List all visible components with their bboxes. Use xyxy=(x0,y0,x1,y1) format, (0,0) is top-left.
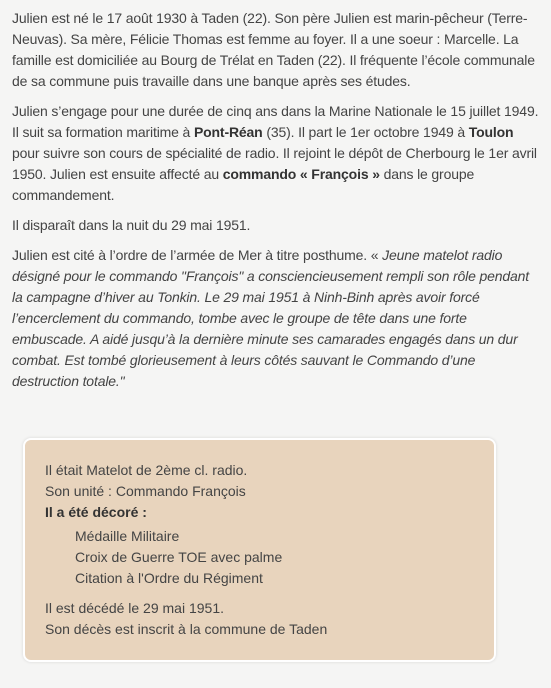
bio-p4-text-a: Julien est cité à l’ordre de l’armée de Mer à titre posthume. « xyxy=(12,247,383,263)
summary-unit: Son unité : Commando François xyxy=(45,483,246,499)
bio-p2-text-g: dans le groupe commandement. xyxy=(12,166,475,203)
bio-p2-place-toulon: Toulon xyxy=(468,124,514,140)
bio-p2-unit: commando « François » xyxy=(222,166,380,182)
bio-p2-text-a: Julien s’engage pour une durée de cinq ans dans la Marine Nationale le 15 juillet 1949. Il suit sa formation maritime à xyxy=(12,103,539,140)
citation-quote: Jeune matelot radio désigné pour le commando "François" a consciencieusement rempli son rôle pendant la campagne d’hiver au Tonkin. Le 29 mai 1951 à Ninh-Binh après avoir forcé l’encerclement du commando, tombe avec le groupe de tête dans une forte embuscade. A aidé jusqu’à la dernière minute ses camarades engagés dans un dur combat. Est tombé glorieusement à leurs côtés sauvant le Commando d’une destruction totale." xyxy=(12,247,530,389)
bio-p2-text-e: pour suivre son cours de spécialité de radio. Il rejoint le dépôt de Cherbourg le 1er avril 1950. Julien est ensuite affecté au xyxy=(12,145,537,182)
bio-paragraph-2 xyxy=(12,101,539,206)
decoration-item: Croix de Guerre TOE avec palme xyxy=(75,549,283,565)
bio-paragraph-1: Julien est né le 17 août 1930 à Taden (22). Son père Julien est marin-pêcheur (Terre-Neuvas). Sa mère, Félicie Thomas est femme au foyer. Il a une soeur : Marcelle. La famille est domiciliée au Bourg de Trélat en Taden (22). Il fréquente l’école communale de sa commune puis travaille dans une banque après ses études. xyxy=(12,10,535,89)
summary-memorial: Son décès est inscrit à la commune de Taden xyxy=(45,621,328,637)
summary-death: Il est décédé le 29 mai 1951. xyxy=(45,600,225,616)
summary-box xyxy=(23,438,496,662)
bio-p2-place-pont-rean: Pont-Réan xyxy=(193,124,263,140)
decorations-list xyxy=(45,523,494,589)
decoration-item: Citation à l'Ordre du Régiment xyxy=(75,570,263,586)
summary-rank: Il était Matelot de 2ème cl. radio. xyxy=(45,462,248,478)
bio-paragraph-3: Il disparaît dans la nuit du 29 mai 1951. xyxy=(12,217,251,233)
bio-p2-text-c: (35). Il part le 1er octobre 1949 à xyxy=(262,124,469,140)
summary-decorated-heading: Il a été décoré : xyxy=(45,504,147,520)
decoration-item: Médaille Militaire xyxy=(75,528,180,544)
bio-paragraph-4 xyxy=(12,245,539,392)
